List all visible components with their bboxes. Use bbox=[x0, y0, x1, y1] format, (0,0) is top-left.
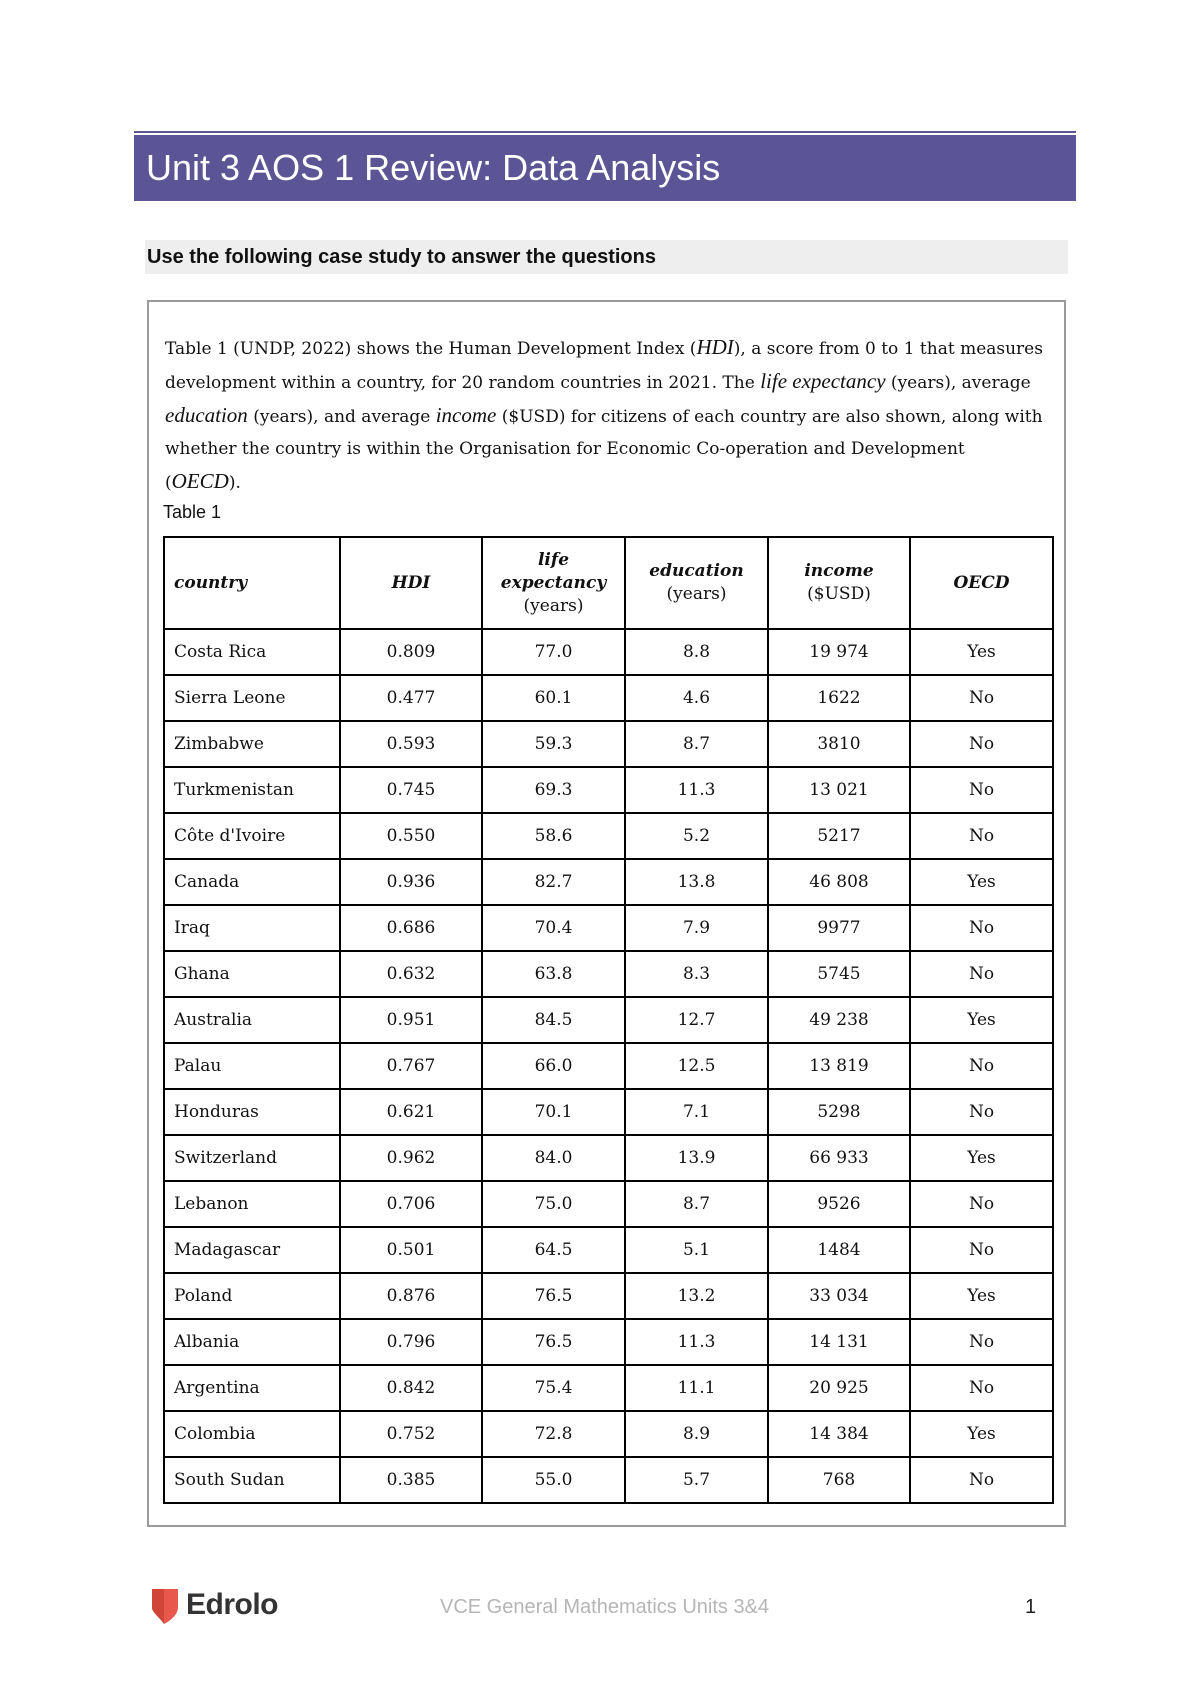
table-row bbox=[164, 629, 1053, 675]
cell-oecd: No bbox=[910, 767, 1053, 813]
cell-oecd: No bbox=[910, 1457, 1053, 1503]
cell-hdi: 0.706 bbox=[340, 1181, 482, 1227]
cell-life-expectancy: 76.5 bbox=[482, 1319, 625, 1365]
cell-life-expectancy: 69.3 bbox=[482, 767, 625, 813]
cell-income: 66 933 bbox=[768, 1135, 910, 1181]
cell-education: 11.3 bbox=[625, 767, 768, 813]
table-row bbox=[164, 1411, 1053, 1457]
page-title: Unit 3 AOS 1 Review: Data Analysis bbox=[146, 147, 721, 188]
cell-education: 8.9 bbox=[625, 1411, 768, 1457]
cell-income: 20 925 bbox=[768, 1365, 910, 1411]
header-rule bbox=[134, 131, 1076, 133]
cell-life-expectancy: 77.0 bbox=[482, 629, 625, 675]
cell-life-expectancy: 70.1 bbox=[482, 1089, 625, 1135]
cell-country: Costa Rica bbox=[164, 629, 340, 675]
intro-var-education: education bbox=[165, 403, 248, 427]
cell-education: 12.7 bbox=[625, 997, 768, 1043]
cell-country: Switzerland bbox=[164, 1135, 340, 1181]
table-row bbox=[164, 1043, 1053, 1089]
cell-country: Sierra Leone bbox=[164, 675, 340, 721]
cell-education: 5.2 bbox=[625, 813, 768, 859]
cell-income: 13 819 bbox=[768, 1043, 910, 1089]
intro-var-oecd: OECD bbox=[171, 469, 229, 493]
cell-country: South Sudan bbox=[164, 1457, 340, 1503]
cell-country: Côte d'Ivoire bbox=[164, 813, 340, 859]
header-life-expectancy: life expectancy (years) bbox=[482, 537, 625, 629]
table-row bbox=[164, 1181, 1053, 1227]
cell-country: Colombia bbox=[164, 1411, 340, 1457]
cell-oecd: No bbox=[910, 675, 1053, 721]
header-oecd: OECD bbox=[910, 537, 1053, 629]
cell-country: Lebanon bbox=[164, 1181, 340, 1227]
cell-hdi: 0.477 bbox=[340, 675, 482, 721]
cell-income: 19 974 bbox=[768, 629, 910, 675]
cell-oecd: No bbox=[910, 721, 1053, 767]
cell-life-expectancy: 76.5 bbox=[482, 1273, 625, 1319]
cell-income: 9977 bbox=[768, 905, 910, 951]
cell-hdi: 0.593 bbox=[340, 721, 482, 767]
table-row bbox=[164, 1273, 1053, 1319]
cell-oecd: No bbox=[910, 1089, 1053, 1135]
cell-oecd: No bbox=[910, 1043, 1053, 1089]
table-row bbox=[164, 905, 1053, 951]
table-row bbox=[164, 1227, 1053, 1273]
cell-income: 9526 bbox=[768, 1181, 910, 1227]
cell-hdi: 0.936 bbox=[340, 859, 482, 905]
cell-education: 8.7 bbox=[625, 721, 768, 767]
footer-course: VCE General Mathematics Units 3&4 bbox=[440, 1596, 770, 1618]
cell-income: 5217 bbox=[768, 813, 910, 859]
cell-oecd: Yes bbox=[910, 1273, 1053, 1319]
cell-hdi: 0.621 bbox=[340, 1089, 482, 1135]
cell-country: Canada bbox=[164, 859, 340, 905]
table-row bbox=[164, 951, 1053, 997]
cell-life-expectancy: 75.0 bbox=[482, 1181, 625, 1227]
data-table bbox=[163, 536, 1054, 1504]
table-row bbox=[164, 1135, 1053, 1181]
cell-life-expectancy: 59.3 bbox=[482, 721, 625, 767]
cell-life-expectancy: 55.0 bbox=[482, 1457, 625, 1503]
intro-var-income: income bbox=[435, 403, 497, 427]
cell-hdi: 0.809 bbox=[340, 629, 482, 675]
cell-country: Albania bbox=[164, 1319, 340, 1365]
header-country: country bbox=[164, 537, 340, 629]
cell-hdi: 0.686 bbox=[340, 905, 482, 951]
cell-life-expectancy: 58.6 bbox=[482, 813, 625, 859]
cell-income: 1622 bbox=[768, 675, 910, 721]
cell-country: Argentina bbox=[164, 1365, 340, 1411]
cell-income: 49 238 bbox=[768, 997, 910, 1043]
table-row bbox=[164, 675, 1053, 721]
title-banner bbox=[134, 135, 1076, 201]
cell-oecd: No bbox=[910, 1365, 1053, 1411]
cell-country: Ghana bbox=[164, 951, 340, 997]
table-row bbox=[164, 813, 1053, 859]
cell-oecd: No bbox=[910, 813, 1053, 859]
cell-country: Turkmenistan bbox=[164, 767, 340, 813]
intro-var-life-expectancy: life expectancy bbox=[760, 369, 886, 393]
cell-hdi: 0.767 bbox=[340, 1043, 482, 1089]
intro-text-1: Table 1 (UNDP, 2022) shows the Human Development Index ( bbox=[165, 339, 697, 359]
case-study-box bbox=[147, 300, 1066, 1527]
cell-education: 8.7 bbox=[625, 1181, 768, 1227]
header-education: education (years) bbox=[625, 537, 768, 629]
cell-life-expectancy: 82.7 bbox=[482, 859, 625, 905]
cell-life-expectancy: 72.8 bbox=[482, 1411, 625, 1457]
cell-life-expectancy: 70.4 bbox=[482, 905, 625, 951]
shield-logo-icon bbox=[150, 1585, 180, 1625]
table-row bbox=[164, 1457, 1053, 1503]
cell-country: Palau bbox=[164, 1043, 340, 1089]
cell-hdi: 0.745 bbox=[340, 767, 482, 813]
cell-education: 13.9 bbox=[625, 1135, 768, 1181]
cell-education: 7.9 bbox=[625, 905, 768, 951]
cell-oecd: No bbox=[910, 1227, 1053, 1273]
edrolo-logo bbox=[150, 1585, 278, 1625]
cell-education: 4.6 bbox=[625, 675, 768, 721]
cell-education: 12.5 bbox=[625, 1043, 768, 1089]
cell-life-expectancy: 84.0 bbox=[482, 1135, 625, 1181]
cell-income: 3810 bbox=[768, 721, 910, 767]
intro-text-3: (years), average bbox=[885, 373, 1031, 393]
instruction-text: Use the following case study to answer the questions bbox=[147, 245, 656, 268]
table-row bbox=[164, 721, 1053, 767]
cell-life-expectancy: 60.1 bbox=[482, 675, 625, 721]
cell-life-expectancy: 66.0 bbox=[482, 1043, 625, 1089]
cell-life-expectancy: 64.5 bbox=[482, 1227, 625, 1273]
cell-income: 768 bbox=[768, 1457, 910, 1503]
cell-income: 14 384 bbox=[768, 1411, 910, 1457]
cell-education: 7.1 bbox=[625, 1089, 768, 1135]
cell-country: Madagascar bbox=[164, 1227, 340, 1273]
header-hdi: HDI bbox=[340, 537, 482, 629]
page-number: 1 bbox=[1025, 1596, 1037, 1618]
table-row bbox=[164, 767, 1053, 813]
header-income: income ($USD) bbox=[768, 537, 910, 629]
cell-life-expectancy: 84.5 bbox=[482, 997, 625, 1043]
cell-education: 13.2 bbox=[625, 1273, 768, 1319]
intro-text-2: ), a score from 0 to 1 that measures development within a country, for 20 random countries in 2021. The bbox=[165, 339, 1043, 393]
cell-oecd: Yes bbox=[910, 629, 1053, 675]
cell-country: Iraq bbox=[164, 905, 340, 951]
cell-oecd: No bbox=[910, 1181, 1053, 1227]
case-study-intro bbox=[165, 331, 1045, 499]
cell-education: 13.8 bbox=[625, 859, 768, 905]
brand-wordmark: Edrolo bbox=[186, 1588, 278, 1621]
cell-income: 14 131 bbox=[768, 1319, 910, 1365]
cell-hdi: 0.951 bbox=[340, 997, 482, 1043]
cell-hdi: 0.752 bbox=[340, 1411, 482, 1457]
cell-hdi: 0.796 bbox=[340, 1319, 482, 1365]
cell-hdi: 0.501 bbox=[340, 1227, 482, 1273]
intro-text-6: ). bbox=[228, 473, 241, 493]
cell-oecd: Yes bbox=[910, 1135, 1053, 1181]
intro-text-5: ($USD) for citizens of each country are also shown, along with whether the country is within the Organisation for Economic Co-operation and Development ( bbox=[165, 407, 1043, 493]
cell-income: 13 021 bbox=[768, 767, 910, 813]
table-row bbox=[164, 997, 1053, 1043]
table-row bbox=[164, 1365, 1053, 1411]
table-row bbox=[164, 859, 1053, 905]
cell-hdi: 0.550 bbox=[340, 813, 482, 859]
cell-oecd: No bbox=[910, 1319, 1053, 1365]
cell-hdi: 0.842 bbox=[340, 1365, 482, 1411]
cell-income: 46 808 bbox=[768, 859, 910, 905]
cell-hdi: 0.385 bbox=[340, 1457, 482, 1503]
cell-income: 1484 bbox=[768, 1227, 910, 1273]
cell-country: Australia bbox=[164, 997, 340, 1043]
cell-life-expectancy: 63.8 bbox=[482, 951, 625, 997]
cell-oecd: Yes bbox=[910, 997, 1053, 1043]
cell-oecd: No bbox=[910, 905, 1053, 951]
table-row bbox=[164, 1319, 1053, 1365]
cell-oecd: Yes bbox=[910, 859, 1053, 905]
cell-education: 5.1 bbox=[625, 1227, 768, 1273]
cell-country: Zimbabwe bbox=[164, 721, 340, 767]
cell-oecd: Yes bbox=[910, 1411, 1053, 1457]
cell-income: 5745 bbox=[768, 951, 910, 997]
cell-education: 8.3 bbox=[625, 951, 768, 997]
table-row bbox=[164, 1089, 1053, 1135]
cell-hdi: 0.876 bbox=[340, 1273, 482, 1319]
cell-income: 5298 bbox=[768, 1089, 910, 1135]
cell-country: Poland bbox=[164, 1273, 340, 1319]
cell-hdi: 0.962 bbox=[340, 1135, 482, 1181]
intro-text-4: (years), and average bbox=[247, 407, 436, 427]
cell-income: 33 034 bbox=[768, 1273, 910, 1319]
cell-hdi: 0.632 bbox=[340, 951, 482, 997]
cell-life-expectancy: 75.4 bbox=[482, 1365, 625, 1411]
table-header-row bbox=[164, 537, 1053, 629]
cell-country: Honduras bbox=[164, 1089, 340, 1135]
cell-education: 11.1 bbox=[625, 1365, 768, 1411]
cell-oecd: No bbox=[910, 951, 1053, 997]
intro-var-hdi: HDI bbox=[696, 335, 734, 359]
cell-education: 11.3 bbox=[625, 1319, 768, 1365]
table-caption: Table 1 bbox=[163, 502, 222, 522]
instruction-bar bbox=[145, 240, 1068, 274]
table-body bbox=[164, 629, 1053, 1503]
cell-education: 5.7 bbox=[625, 1457, 768, 1503]
cell-education: 8.8 bbox=[625, 629, 768, 675]
